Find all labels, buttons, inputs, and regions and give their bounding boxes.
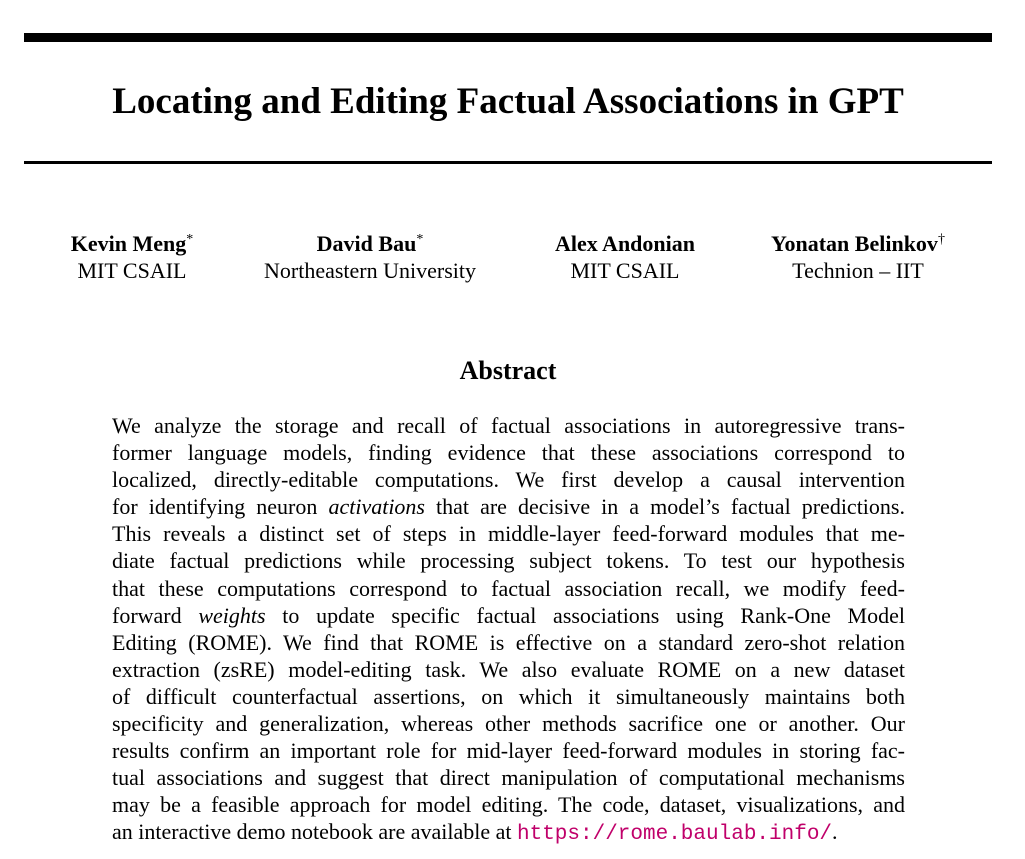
- project-url-link[interactable]: https://rome.baulab.info/: [516, 823, 833, 847]
- emphasis-weights: weights: [198, 602, 266, 628]
- abstract-line: forward weights to update specific factual associations using Rank-One Model: [112, 602, 905, 628]
- author-affiliation: MIT CSAIL: [77, 258, 187, 283]
- abstract-line: Editing (ROME). We find that ROME is effective on a standard zero-shot relation: [112, 629, 905, 655]
- abstract-line: We analyze the storage and recall of factual associations in autoregressive trans-: [112, 413, 905, 438]
- paper-title: Locating and Editing Factual Associations in GPT: [112, 81, 904, 122]
- abstract-line: diate factual predictions while processing subject tokens. To test our hypothesis: [112, 548, 905, 574]
- title-bottom-rule: [24, 161, 992, 164]
- author-block: [30, 230, 234, 284]
- abstract-line: results confirm an important role for mid-layer feed-forward modules in storing fac-: [112, 738, 905, 764]
- abstract-line: This reveals a distinct set of steps in middle-layer feed-forward modules that me-: [112, 521, 905, 547]
- abstract-line: that these computations correspond to factual association recall, we modify feed-: [112, 575, 905, 601]
- abstract-body: [112, 412, 905, 849]
- abstract-line: specificity and generalization, whereas other methods sacrifice one or another. Our: [112, 711, 905, 737]
- author-name: Kevin Meng*: [70, 231, 194, 256]
- abstract-line: former language models, finding evidence that these associations correspond to: [112, 440, 905, 466]
- author-block: [240, 230, 500, 284]
- author-name: David Bau*: [316, 231, 424, 256]
- author-affiliation: MIT CSAIL: [570, 258, 680, 283]
- abstract-line: extraction (zsRE) model-editing task. We also evaluate ROME on a new dataset: [112, 656, 905, 682]
- abstract-line: of difficult counterfactual assertions, on which it simultaneously maintains both: [112, 683, 905, 709]
- abstract-line: an interactive demo notebook are available at https://rome.baulab.info/.: [112, 819, 838, 847]
- abstract-line: localized, directly-editable computations. We first develop a causal intervention: [112, 467, 905, 493]
- author-affiliation: Technion – IIT: [792, 258, 924, 283]
- emphasis-activations: activations: [328, 494, 425, 520]
- author-block: [520, 230, 730, 284]
- author-affiliation: Northeastern University: [264, 258, 476, 283]
- author-name: Yonatan Belinkov†: [771, 231, 945, 256]
- abstract-line: may be a feasible approach for model editing. The code, dataset, visualizations, and: [112, 792, 905, 818]
- author-block: [752, 230, 964, 284]
- abstract-line: for identifying neuron activations that are decisive in a model’s factual predictions.: [112, 494, 905, 520]
- abstract-heading: Abstract: [459, 356, 557, 385]
- abstract-line: tual associations and suggest that direct manipulation of computational mechanisms: [112, 765, 905, 791]
- author-name: Alex Andonian: [555, 231, 695, 256]
- top-rule: [24, 33, 992, 42]
